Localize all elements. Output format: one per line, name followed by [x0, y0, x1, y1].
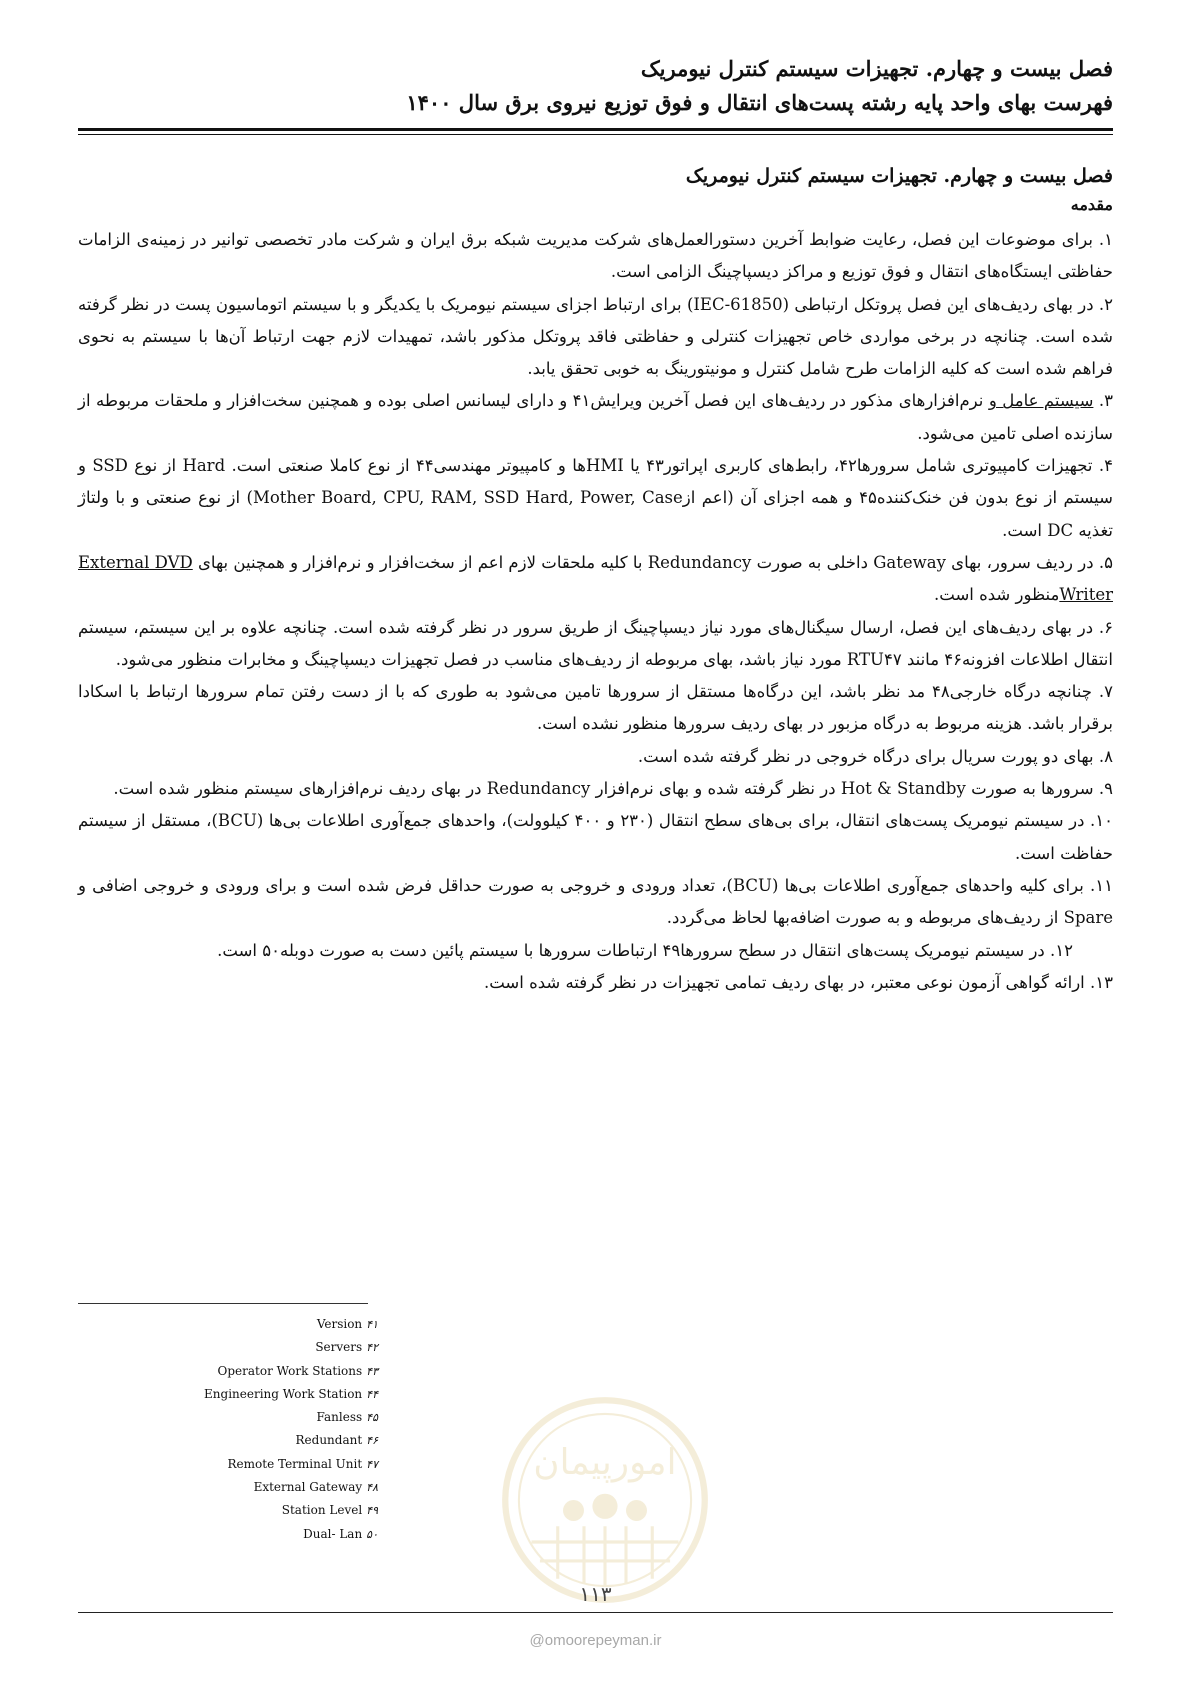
header-divider-thick [78, 128, 1113, 131]
footnote-number: ۴۸ [366, 1481, 378, 1495]
paragraph-5-end: منظور شده است. [934, 585, 1060, 605]
page-number: ۱۱۳ [579, 1582, 612, 1606]
paragraph-8: ۸. بهای دو پورت سریال برای درگاه خروجی در نظر گرفته شده است. [637, 746, 1113, 766]
footnote-text: Dual- Lan [303, 1526, 363, 1541]
footnote-number: ۴۳ [366, 1364, 378, 1378]
paragraph-7: ۷. چنانچه درگاه خارجی۴۸ مد نظر باشد، این درگاه‌ها مستقل از سرورها تامین می‌شود به طوری که با از دست رفتن تمام سرورها ارتباط با اسکادا برقرار باشد. هزینه مربوط به درگاه مزبور در بهای ردیف سرورها منظور نشده است. [78, 682, 1113, 734]
paragraph-3-number: ۳. [1093, 391, 1113, 411]
footnote-item [78, 1429, 378, 1452]
footer-divider [78, 1612, 1113, 1613]
footnote-text: Version [316, 1317, 363, 1331]
footnote-text: External Gateway [253, 1480, 363, 1495]
footnote-text: Redundant [295, 1433, 363, 1448]
paragraph-11: ۱۱. برای کلیه واحدهای جمع‌آوری اطلاعات بی‌ها (BCU)، تعداد ورودی و خروجی به صورت حداقل فرض شده است و برای ورودی و خروجی اضافی و Spare از ردیف‌های مربوطه و به صورت اضافه‌بها لحاظ می‌گردد. [78, 875, 1113, 928]
footnote-number: ۴۷ [366, 1457, 378, 1471]
footnote-item [78, 1406, 378, 1429]
paragraph-2: ۲. در بهای ردیف‌های این فصل پروتکل ارتباطی (IEC-61850) برای ارتباط اجزای سیستم نیومریک با یکدیگر و با سیستم اتوماسیون پست در نظر گرفته شده است. چنانچه در برخی مواردی خاص تجهیزات کنترلی و حفاظتی فاقد پروتکل مذکور باشد، تمهیدات لازم جهت ارتباط آن‌ها با سیستم به نحوی فراهم شده است که کلیه الزامات طرح شامل کنترل و مونیتورینگ به خوبی تحقق یابد. [78, 294, 1114, 379]
paragraph-3-text: نرم‌افزارهای مذکور در ردیف‌های این فصل آخرین ویرایش۴۱ و دارای لیسانس اصلی بوده و همچنین سخت‌افزار و ملحقات مربوطه از سازنده اصلی تامین می‌شود. [78, 391, 1113, 443]
paragraph-10: ۱۰. در سیستم نیومریک پست‌های انتقال، برای بی‌های سطح انتقال (۲۳۰ و ۴۰۰ کیلوولت)، واحدهای جمع‌آوری اطلاعات بی‌ها (BCU)، مستقل از سیستم حفاظت است. [78, 811, 1113, 863]
paragraph-3 [78, 385, 1113, 450]
footnote-text: Operator Work Stations [217, 1363, 363, 1378]
footnote-text: Engineering Work Station [204, 1386, 363, 1401]
footnote-text: Station Level [281, 1503, 363, 1518]
footnote-text: Remote Terminal Unit [227, 1456, 363, 1471]
footnote-text: Fanless [316, 1410, 363, 1425]
paragraph-1: ۱. برای موضوعات این فصل، رعایت ضوابط آخرین دستورالعمل‌های شرکت مدیریت شبکه برق ایران و شرکت مادر تخصصی توانیر در زمینه‌ی الزامات حفاظتی ایستگاه‌های انتقال و فوق توزیع و مراکز دیسپاچینگ الزامی است. [78, 230, 1113, 282]
introduction-heading: مقدمه [1070, 195, 1113, 214]
header-divider-thin [78, 134, 1113, 135]
paragraph-3-underlined: سیستم عامل و [988, 391, 1094, 411]
watermark-site: @omoorepeyman.ir [529, 1632, 662, 1649]
paragraph-4: ۴. تجهیزات کامپیوتری شامل سرورها۴۲، رابط‌های کاربری اپراتور۴۳ یا HMIها و کامپیوتر مهندسی۴۴ از نوع کاملا صنعتی است. Hard از نوع SSD و سیستم از نوع بدون فن خنک‌کننده۴۵ و همه اجزای آن (اعم ازMother Board, CPU, RAM, SSD Hard, Power, Case) از نوع صنعتی و با ولتاژ تغذیه DC است. [78, 456, 1113, 540]
paragraph-6: ۶. در بهای ردیف‌های این فصل، ارسال سیگنال‌های مورد نیاز دیسپاچینگ از طریق سرور در نظر گرفته شده است. چنانچه علاوه بر این سیستم، سیستم انتقال اطلاعات افزونه۴۶ مانند RTU۴۷ مورد نیاز باشد، بهای مربوطه از ردیف‌های مناسب در فصل تجهیزات دیسپاچینگ و مخابرات منظور می‌شود. [78, 617, 1113, 669]
section-title: فصل بیست و چهارم. تجهیزات سیستم کنترل نیومریک [685, 165, 1113, 187]
watermark-logo-text: امورپیمان [533, 1441, 677, 1483]
footnote-number: ۴۲ [366, 1341, 378, 1355]
page-header [78, 52, 1113, 120]
footnote-item [78, 1453, 378, 1476]
footnote-number: ۴۹ [366, 1504, 378, 1518]
paragraph-5-underlined: External DVD Writer [78, 552, 1113, 605]
paragraph-5 [78, 547, 1113, 612]
paragraph-9: ۹. سرورها به صورت Hot & Standby در نظر گرفته شده و بهای نرم‌افزار Redundancy در بهای ردیف نرم‌افزارهای سیستم منظور شده است. [113, 779, 1113, 799]
paragraph-12: ۱۲. در سیستم نیومریک پست‌های انتقال در سطح سرورها۴۹ ارتباطات سرورها با سیستم پائین دست به صورت دوبله۵۰ است. [217, 940, 1073, 960]
paragraph-5-text: ۵. در ردیف سرور، بهای Gateway داخلی به صورت Redundancy با کلیه ملحقات لازم اعم از سخت‌افزار و نرم‌افزار و همچنین بهای [192, 552, 1113, 572]
document-title-header: فهرست بهای واحد پایه رشته پست‌های انتقال و فوق توزیع نیروی برق سال ۱۴۰۰ [406, 90, 1113, 115]
footnotes [78, 1313, 378, 1546]
footnote-item [78, 1313, 378, 1336]
footnote-item [78, 1360, 378, 1383]
footnote-number: ۴۶ [366, 1434, 378, 1448]
footnote-number: ۴۱ [366, 1318, 378, 1331]
footnote-item [78, 1383, 378, 1406]
footnote-item [78, 1499, 378, 1522]
paragraph-13: ۱۳. ارائه گواهی آزمون نوعی معتبر، در بهای ردیف تمامی تجهیزات در نظر گرفته شده است. [483, 972, 1113, 992]
chapter-header: فصل بیست و چهارم. تجهیزات سیستم کنترل نیومریک [640, 56, 1113, 81]
footnote-number: ۵۰ [366, 1527, 378, 1541]
footnote-item [78, 1336, 378, 1359]
footnote-item [78, 1476, 378, 1499]
footnote-item [78, 1523, 378, 1546]
watermark-logo [500, 1395, 710, 1605]
footnote-divider [78, 1303, 368, 1304]
main-content [78, 160, 1113, 999]
footnote-text: Servers [315, 1340, 363, 1355]
footnote-number: ۴۴ [366, 1387, 378, 1401]
footnote-number: ۴۵ [366, 1411, 378, 1425]
